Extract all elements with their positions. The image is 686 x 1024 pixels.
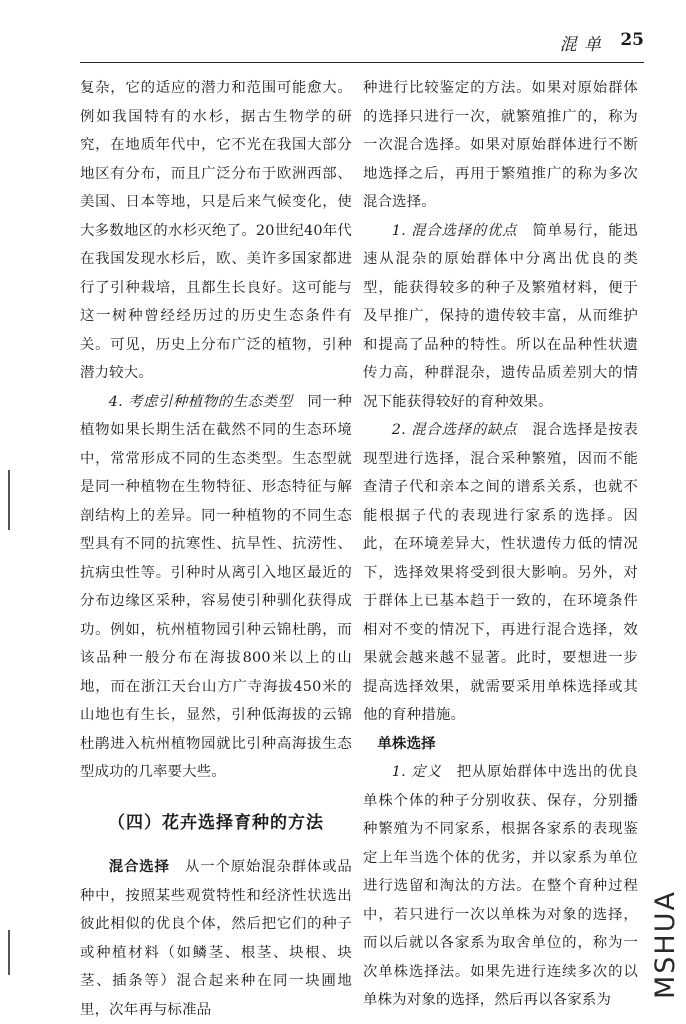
item-heading: 1. 混合选择的优点 [391,222,518,239]
running-head: 混 单 [559,35,602,55]
paragraph [80,388,352,787]
paragraph: 种进行比较鉴定的方法。如果对原始群体的选择只进行一次，就繁殖推广的，称为一次混合选择。如果对原始群体进行不断地选择之后，再用于繁殖推广的称为多次混合选择。 [363,80,638,210]
left-column [80,74,352,1024]
item-body: 把从原始群体中选出的优良单株个体的种子分别收获、保存，分别播种繁殖为不同家系，根据各家系的表现鉴定上年当选个体的优劣，并以家系为单位进行选留和淘汰的方法。在整个育种过程中，若只进行一次以单株为对象的选择，而以后就以各家系为取舍单位的，称为一次单株选择法。如果先进行连续多次的以单株为对象的选择，然后再以各家系为 [363,764,638,1008]
scan-edge-mark [8,470,10,530]
section-title: （四）花卉选择育种的方法 [108,812,324,833]
subsection-heading: 单株选择 [377,734,436,752]
item-heading: 1. 定义 [391,764,442,780]
scan-edge-mark [8,930,10,975]
paragraph [363,217,638,417]
paragraph [363,758,638,1015]
method-heading: 混合选择 [108,858,170,875]
method-body: 从一个原始混杂群体或品种中，按照某些观赏特性和经济性状选出彼此相似的优良个体，然后把它们的种子或种植材料（如鳞茎、根茎、块根、块茎、插条等）混合起来种在同一块圃地里，次年再与标准品 [80,859,353,1018]
item-body: 混合选择是按表现型进行选择，混合采种繁殖，因而不能查清子代和亲本之间的谱系关系，也就不能根据子代的表现进行家系的选择。因此，在环境差异大，性状遗传力低的情况下，选择效果将受到很大影响。另外，对于群体上已基本趋于一致的，在环境条件相对不变的情况下，再进行混合选择，效果就会越来越不显著。此时，要想进一步提高选择效果，就需要采用单株选择或其他的育种措施。 [363,422,638,723]
item-heading: 2. 混合选择的缺点 [391,422,518,438]
paragraph: 复杂，它的适应的潜力和范围可能愈大。例如我国特有的水杉，据古生物学的研究，在地质年代中，它不光在我国大部分地区有分布，而且广泛分布于欧洲西部、美国、日本等地，只是后来气候变化，使大多数地区的水杉灭绝了。20世纪40年代在我国发现水杉后，欧、美许多国家都进行了引种栽培，且都生长良好。这可能与这一树种曾经经历过的历史生态条件有关。可见，历史上分布广泛的植物，引种潜力较大。 [80,80,352,381]
item-heading: 4. 考虑引种植物的生态类型 [108,393,293,410]
item-body: 同一种植物如果长期生活在截然不同的生态环境中，常常形成不同的生态类型。生态型就是同一种植物在生物特征、形态特征与解剖结构上的差异。同一种植物的不同生态型具有不同的抗寒性、抗旱性、抗涝性、抗病虫性等。引种时从离引入地区最近的分布边缘区采种，容易使引种驯化获得成功。例如，杭州植物园引种云锦杜鹃，而该品种一般分布在海拔800米以上的山地，而在浙江天台山方广寺海拔450米的山地也有生长，显然，引种低海拔的云锦杜鹃进入杭州植物园就比引种高海拔生态型成功的几率要大些。 [80,393,352,780]
page-header [80,22,644,63]
page-number: 25 [620,30,644,50]
watermark: MSHUA [650,890,681,999]
item-body: 简单易行，能迅速从混杂的原始群体中分离出优良的类型，能获得较多的种子及繁殖材料，便于及早推广，保持的遗传较丰富，从而维护和提高了品种的特性。所以在品种性状遗传力高，种群混杂，遗传品质差别大的情况下能获得较好的育种效果。 [363,222,638,410]
paragraph [80,853,352,1024]
paragraph [363,416,638,730]
right-column [363,74,638,1015]
